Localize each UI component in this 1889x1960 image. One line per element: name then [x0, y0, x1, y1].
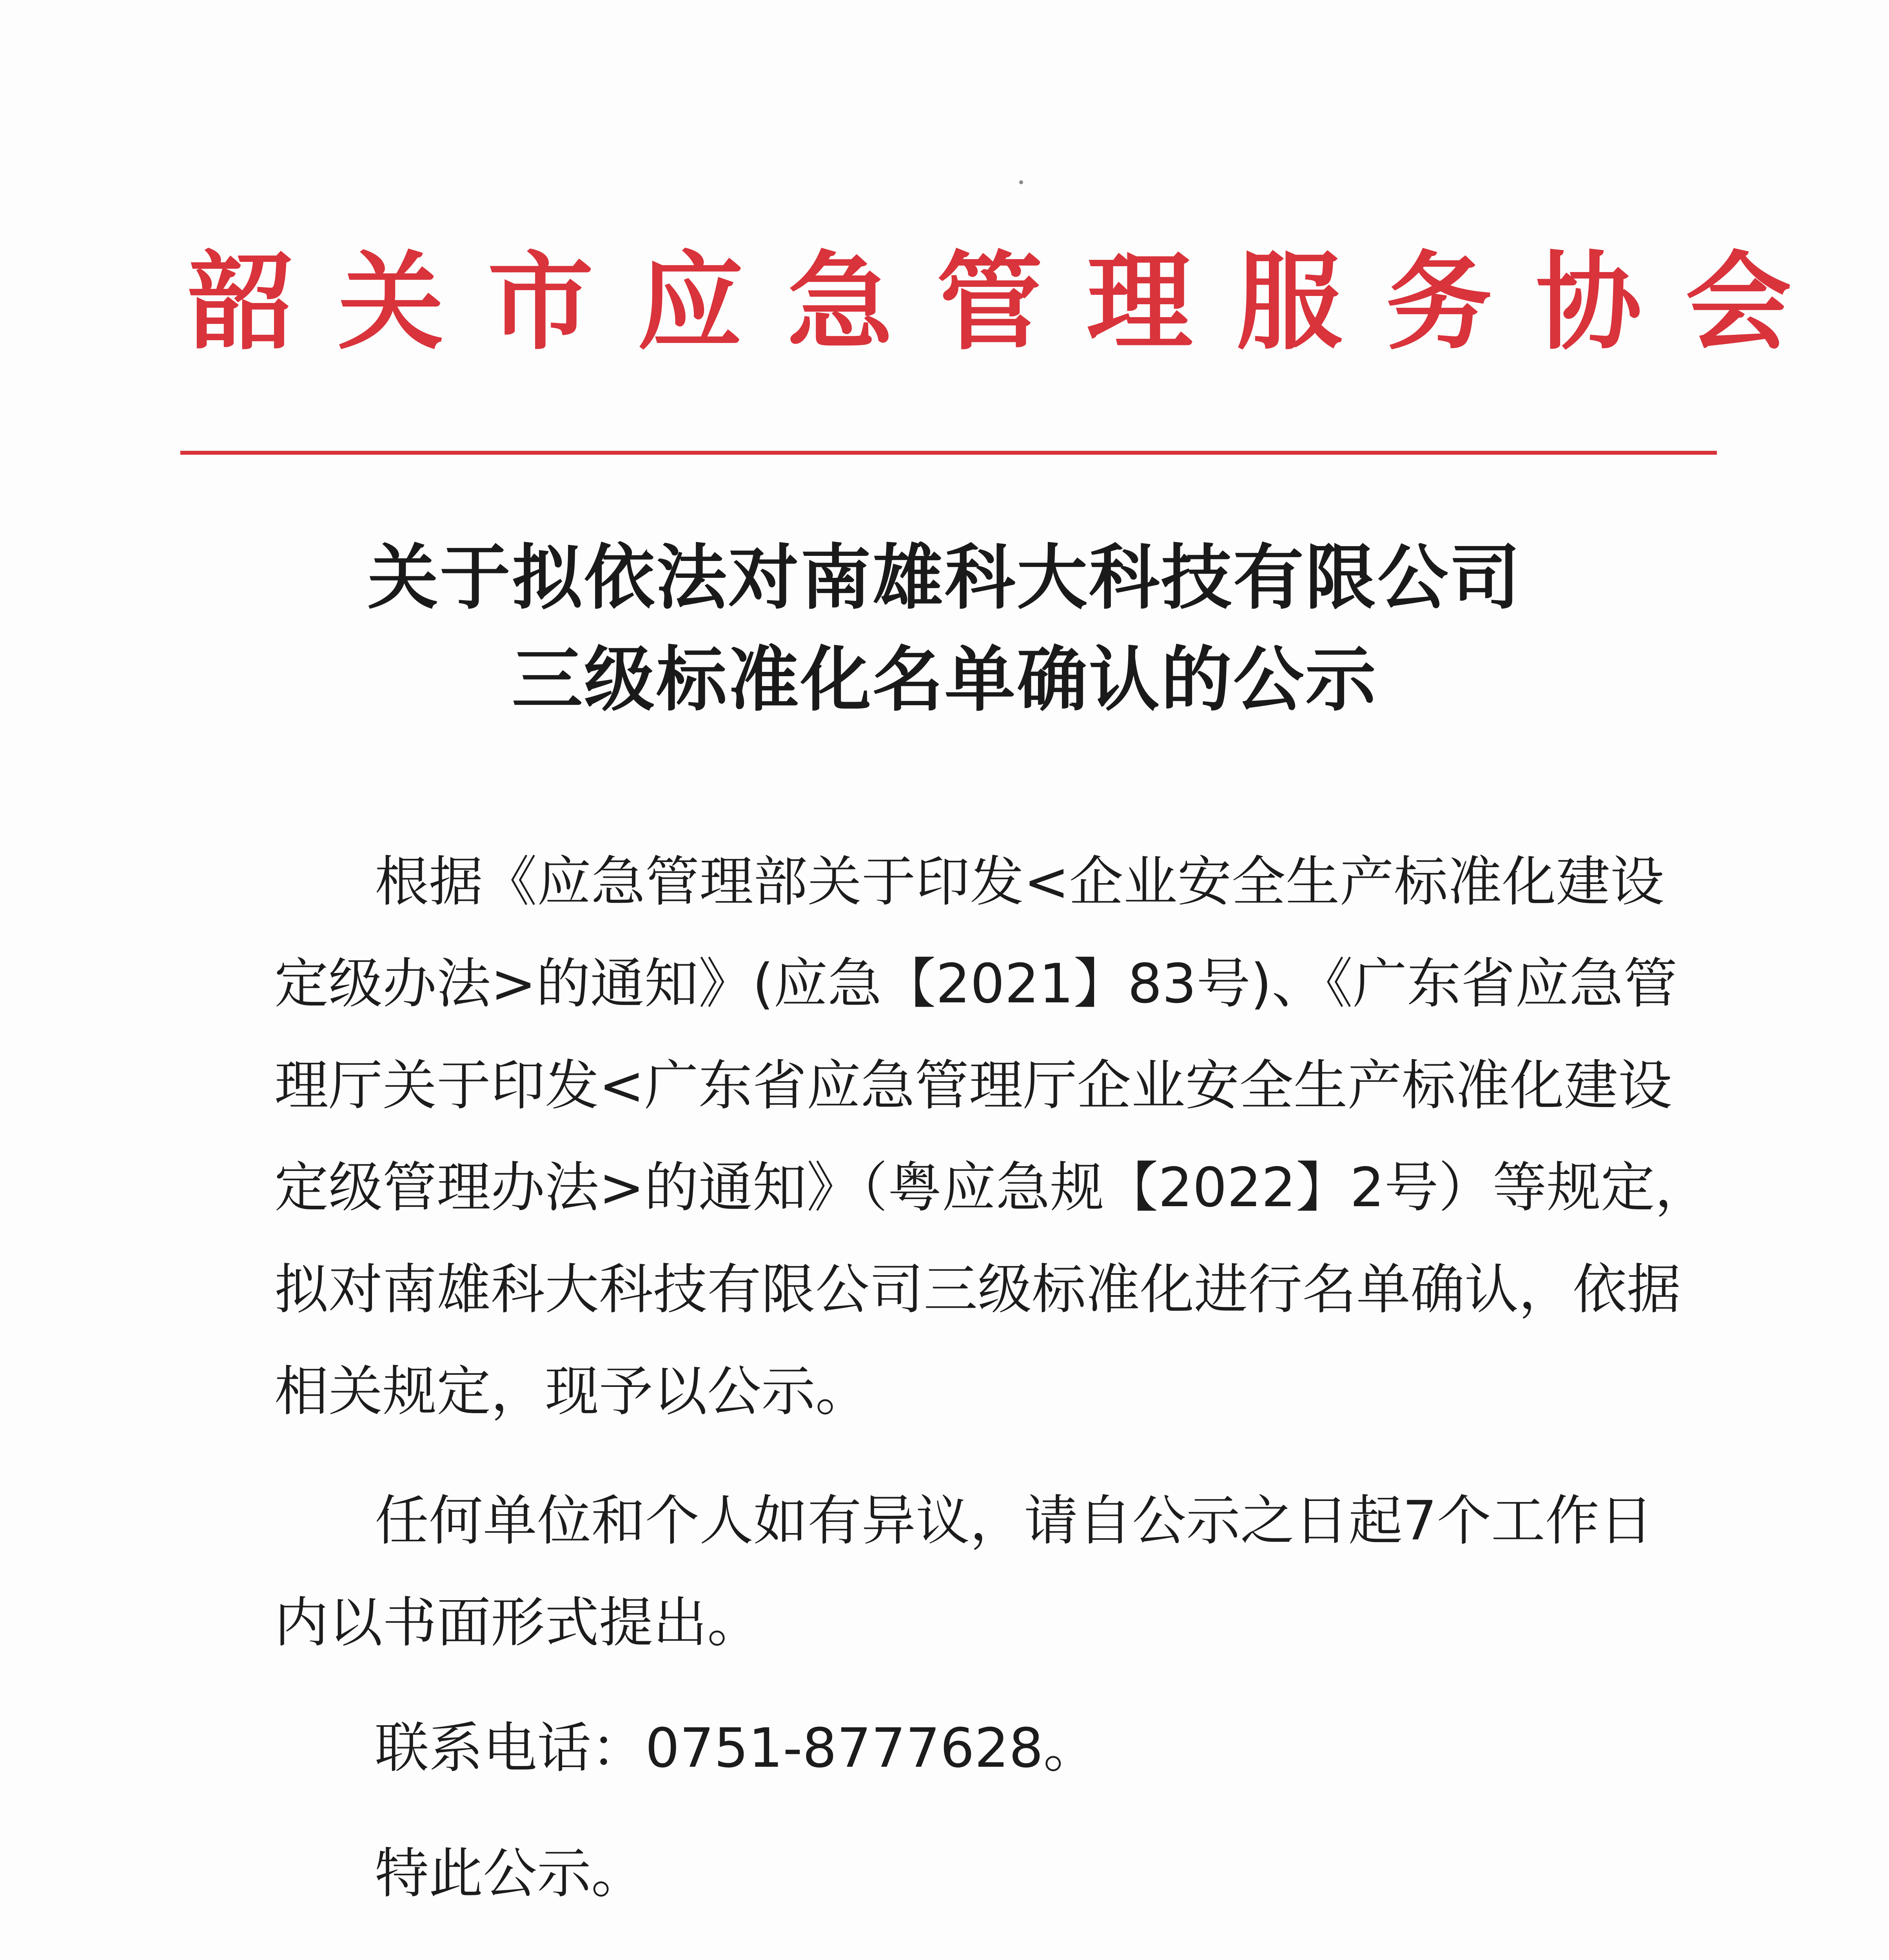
org-header: 韶关市应急管理服务协会: [188, 240, 1835, 364]
doc-title-line-1: 关于拟依法对南雄科大科技有限公司: [367, 537, 1522, 619]
paragraph-1-line-1: 根据《应急管理部关于印发<企业安全生产标准化建设: [375, 850, 1664, 913]
paragraph-2-line-2: 内以书面形式提出。: [274, 1591, 762, 1654]
paragraph-1-line-5: 拟对南雄科大科技有限公司三级标准化进行名单确认，依据: [274, 1258, 1681, 1321]
scan-speck: [1019, 180, 1023, 184]
header-divider: [180, 451, 1717, 455]
doc-title-line-2: 三级标准化名单确认的公示: [512, 639, 1377, 721]
closing-text: 特此公示。: [375, 1842, 646, 1905]
paragraph-1-line-3: 理厅关于印发<广东省应急管理厅企业安全生产标准化建设: [274, 1054, 1672, 1117]
paragraph-1-line-4: 定级管理办法>的通知》（粤应急规【2022】2号）等规定，: [274, 1156, 1709, 1219]
paragraph-1-line-6: 相关规定，现予以公示。: [274, 1360, 870, 1423]
paragraph-2-line-1: 任何单位和个人如有异议，请自公示之日起7个工作日: [375, 1489, 1653, 1552]
contact-phone: 联系电话：0751-8777628。: [375, 1717, 1098, 1780]
paragraph-1-line-2: 定级办法>的通知》(应急【2021】83号)、《广东省应急管: [274, 952, 1678, 1015]
